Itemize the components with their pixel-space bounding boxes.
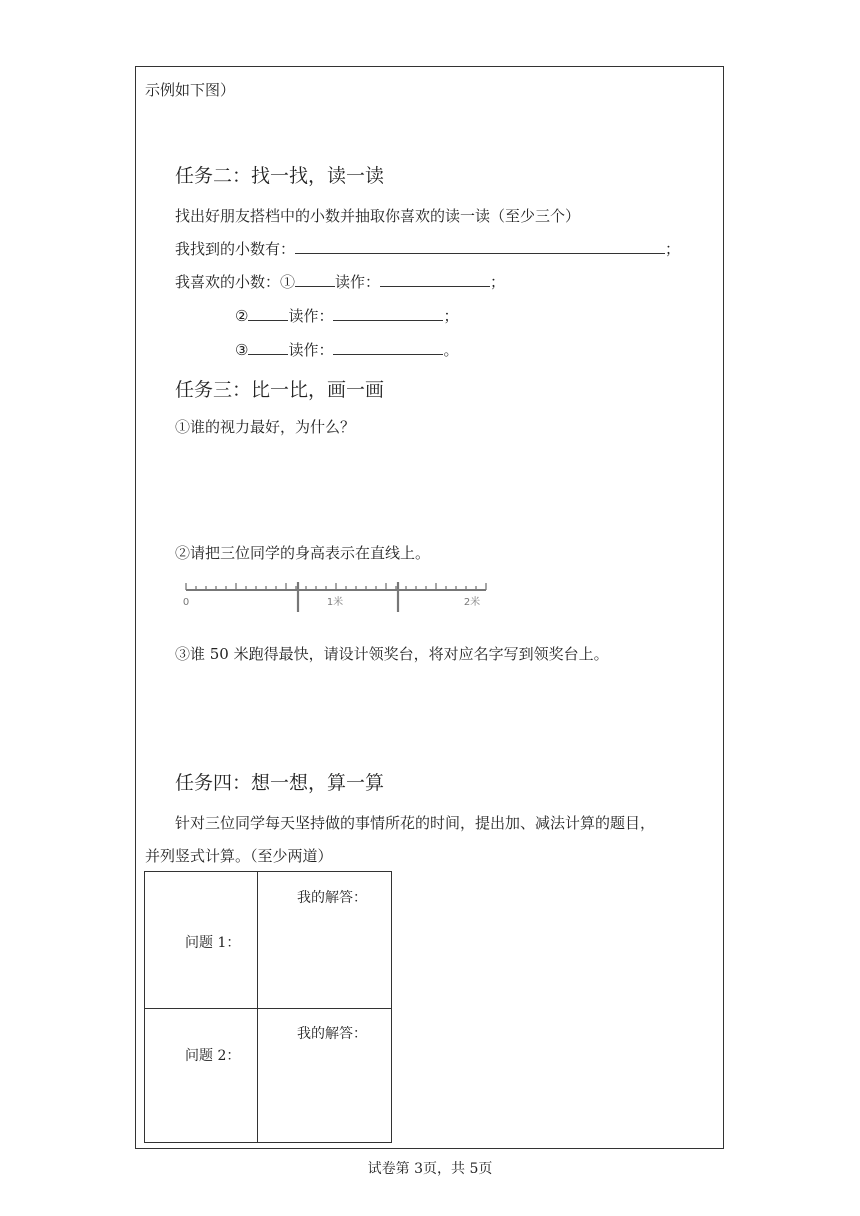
table-row-divider	[145, 1008, 391, 1009]
decimal-blank-1[interactable]	[295, 272, 335, 287]
task2-title: 任务二：找一找，读一读	[175, 165, 385, 187]
task3-title: 任务三：比一比，画一画	[175, 379, 385, 401]
favorite-line-2	[235, 305, 458, 326]
read-label-2: 读作：	[288, 307, 334, 325]
item-num-3: ③	[235, 341, 249, 359]
number-line-label-0: 0	[182, 597, 190, 608]
page-footer: 试卷第 3页，共 5页	[367, 1161, 493, 1177]
task4-instruction-2: 并列竖式计算。（至少两道）	[145, 847, 333, 865]
answer-table	[144, 871, 392, 1143]
answer-1-label: 我的解答：	[297, 890, 367, 906]
read-label-1: 读作：	[335, 273, 381, 291]
found-label: 我找到的小数有：	[175, 240, 296, 258]
reading-blank-1[interactable]	[380, 272, 490, 287]
decimal-blank-3[interactable]	[248, 340, 288, 355]
decimal-blank-2[interactable]	[248, 306, 288, 321]
reading-blank-2[interactable]	[333, 306, 443, 321]
task2-instruction: 找出好朋友搭档中的小数并抽取你喜欢的读一读（至少三个）	[175, 207, 581, 225]
favorite-line-3	[235, 339, 458, 360]
task4-instruction-1: 针对三位同学每天坚持做的事情所花的时间，提出加、减法计算的题目，	[175, 814, 656, 832]
read-label-3: 读作：	[288, 341, 334, 359]
question-2-label: 问题 2：	[185, 1048, 241, 1064]
item-end-2: ；	[443, 307, 459, 325]
number-line[interactable]	[180, 578, 490, 614]
question-1-label: 问题 1：	[185, 935, 241, 951]
task3-q2: ②请把三位同学的身高表示在直线上。	[175, 544, 431, 562]
found-end: ；	[665, 240, 681, 258]
task3-q1: ①谁的视力最好，为什么？	[175, 418, 356, 436]
found-decimals-blank[interactable]	[295, 239, 665, 254]
item-end-1: ；	[490, 273, 506, 291]
task3-q3: ③谁 50 米跑得最快，请设计领奖台，将对应名字写到领奖台上。	[175, 645, 609, 663]
task4-title: 任务四：想一想，算一算	[175, 772, 385, 794]
item-end-3: 。	[443, 341, 459, 359]
number-line-label-1m: 1米	[326, 597, 344, 608]
item-num-1: ①	[280, 273, 296, 291]
found-decimals-line	[175, 238, 680, 259]
answer-2-label: 我的解答：	[297, 1026, 367, 1042]
table-column-divider	[257, 872, 258, 1142]
item-num-2: ②	[235, 307, 249, 325]
reading-blank-3[interactable]	[333, 340, 443, 355]
number-line-label-2m: 2米	[463, 597, 481, 608]
favorite-line-1	[175, 271, 505, 292]
intro-line: 示例如下图）	[145, 81, 236, 99]
favorite-label: 我喜欢的小数：	[175, 273, 281, 291]
